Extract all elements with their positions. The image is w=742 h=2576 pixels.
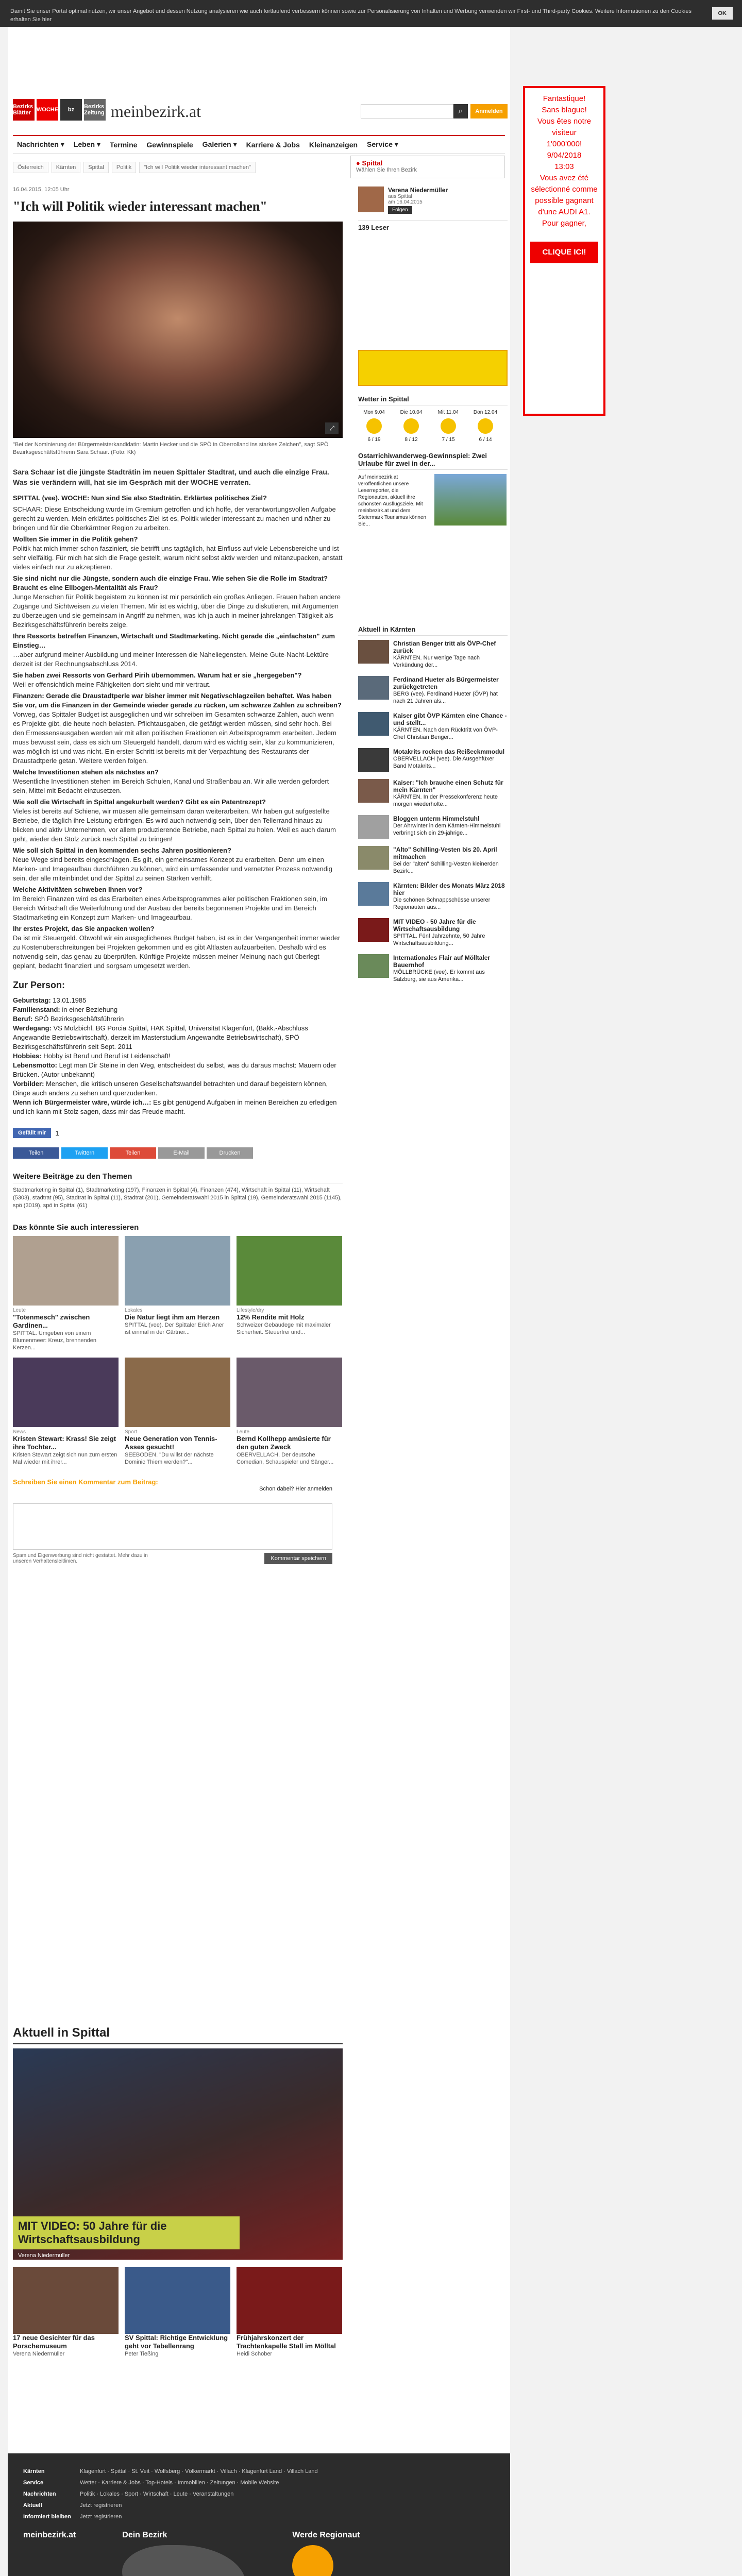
footer-row-label: Nachrichten <box>23 2491 56 2497</box>
news-text <box>393 846 508 875</box>
woche-logo[interactable]: WOCHE <box>37 99 58 121</box>
ad-line: Sans blague! <box>542 106 587 114</box>
news-item[interactable] <box>358 918 508 947</box>
card-text: OBERVELLACH. Der deutsche Comedian, Schauspieler und Sänger... <box>237 1452 334 1465</box>
person-value: Legt man Dir Steine in den Weg, entscheidest du selbst, was du daraus machst: Mauern oder Brücken. (Autor unbekannt) <box>13 1061 336 1078</box>
news-title[interactable]: "Alto" Schilling-Vesten bis 20. April mitmachen <box>393 846 497 860</box>
card-title[interactable]: 12% Rendite mit Holz <box>237 1313 305 1321</box>
weather-day <box>432 410 464 443</box>
interview-question: Wie soll sich Spittal in den kommenden sechs Jahren positionieren? <box>13 846 231 854</box>
like-count: 1 <box>55 1129 59 1137</box>
nav-item[interactable]: Kleinanzeigen <box>309 140 358 149</box>
interview-question: Wie soll die Wirtschaft in Spittal angekurbelt werden? Gibt es ein Patentrezept? <box>13 798 266 806</box>
interview-question: Ihr erstes Projekt, das Sie anpacken wollen? <box>13 925 155 933</box>
search-input[interactable] <box>361 104 453 118</box>
footer-row-links[interactable]: Jetzt registrieren <box>80 2514 122 2520</box>
news-snippet: BERG (vee). Ferdinand Hueter (ÖVP) hat nach 21 Jahren als... <box>393 691 498 704</box>
news-thumbnail[interactable] <box>358 712 389 736</box>
person-row <box>13 1061 343 1079</box>
nav-item[interactable]: Leben ▾ <box>73 140 100 148</box>
weather-days <box>358 410 508 443</box>
cookie-ok-button[interactable]: OK <box>712 7 733 20</box>
login-link[interactable]: Schon dabei? Hier anmelden <box>259 1486 332 1492</box>
weather-day <box>469 410 501 443</box>
like-button[interactable]: Gefällt mir <box>13 1128 51 1138</box>
footer-row-label: Service <box>23 2480 44 2486</box>
ad-text <box>530 93 598 229</box>
footer-col-title: Dein Bezirk <box>122 2531 167 2539</box>
crumb: "Ich will Politik wieder interessant machen" <box>139 162 256 173</box>
person-rows <box>13 996 343 1116</box>
news-item[interactable] <box>358 676 508 705</box>
news-snippet: KÄRNTEN. Nur wenige Tage nach Verkündung der... <box>393 655 480 668</box>
footer-links <box>8 2453 510 2535</box>
card-text: Schweizer Gebäudege mit maximaler Sicherheit. Steuerfrei und... <box>237 1322 331 1335</box>
card-category: Lifestyle/dry <box>237 1308 264 1313</box>
person-key: Beruf: <box>13 1015 33 1023</box>
article-paragraph <box>13 671 343 689</box>
nav-item[interactable]: Nachrichten ▾ <box>17 140 64 148</box>
kaernten-news-list <box>358 640 508 983</box>
ad-line: visiteur <box>552 128 577 137</box>
ad-line: Fantastique! <box>543 94 586 103</box>
card-author[interactable]: Peter Tießing <box>125 2351 159 2357</box>
interview-answer: SCHAAR: Diese Entscheidung wurde im Gremium getroffen und ich hoffe, der verantwortungsvollen Aufgabe gerecht zu werden. Mein erklärtes politisches Ziel ist es, Politik wieder interessant zu machen und näher zu bringen und für die Oberkärntner Region zu arbeiten. <box>13 505 336 532</box>
weather-day <box>358 410 390 443</box>
share-twitter-button[interactable]: Twittern <box>61 1147 108 1159</box>
crumb[interactable]: Kärnten <box>52 162 81 173</box>
news-title[interactable]: Ferdinand Hueter als Bürgermeister zurückgetreten <box>393 676 499 690</box>
weather-temp: 8 / 12 <box>404 437 418 443</box>
comment-note: Spam und Eigenwerbung sind nicht gestattet. Mehr dazu in unseren Verhaltensleitlinien. <box>13 1553 148 1564</box>
card-text: SPITTAL. Umgeben von einem Blumenmeer: Kreuz, brennenden Kerzen... <box>13 1330 97 1351</box>
kaernten-news <box>358 625 508 983</box>
weather-date: Don 12.04 <box>473 410 498 415</box>
ad-line: 13:03 <box>554 162 574 171</box>
news-title[interactable]: MIT VIDEO - 50 Jahre für die Wirtschaftsausbildung <box>393 918 476 933</box>
news-item[interactable] <box>358 748 508 772</box>
person-key: Werdegang: <box>13 1024 52 1032</box>
news-item[interactable] <box>358 815 508 839</box>
card-category: Lokales <box>125 1308 143 1313</box>
footer-row-links[interactable]: Politik · Lokales · Sport · Wirtschaft · Leute · Veranstaltungen <box>80 2491 234 2497</box>
card-image[interactable] <box>237 1236 342 1306</box>
breadcrumb <box>13 162 256 173</box>
news-thumbnail[interactable] <box>358 779 389 803</box>
interview-question: Sie sind nicht nur die Jüngste, sondern auch die einzige Frau. Wie sehen Sie die Rolle im Stadtrat? Braucht es eine Ellbogen-Mentalität als Frau? <box>13 574 328 591</box>
sun-icon <box>366 418 382 434</box>
comment-section <box>13 1478 343 1564</box>
card-category: News <box>13 1429 26 1435</box>
news-title[interactable]: Christian Benger tritt als ÖVP-Chef zurück <box>393 640 496 654</box>
article-paragraph <box>13 798 343 844</box>
article-paragraph <box>13 924 343 971</box>
news-thumbnail[interactable] <box>358 882 389 906</box>
ad-cta-button[interactable]: CLIQUE ICI! <box>530 242 598 263</box>
person-key: Geburtstag: <box>13 996 51 1004</box>
article-body <box>13 494 343 971</box>
ad-line: possible gagnant <box>535 196 594 205</box>
article-paragraph <box>13 885 343 922</box>
interview-answer: Vieles ist bereits auf Schiene, wir müssen alle gemeinsam daran weiterarbeiten. Wir haben gut aufgestellte Betriebe, die täglich ihre Leistung erbringen. Es wird auch notwendig sein, über den Tellerrand hinaus zu blicken und aktiv Unternehmen, vor allem produzierende Betriebe, nach Spittal zu holen. Weil es auch darum geht, wieder den Stolz zurück nach Spittal zu bringen! <box>13 807 336 843</box>
author-date: am 16.04.2015 <box>388 199 423 205</box>
interview-answer: Politik hat mich immer schon fasziniert, sie betrifft uns tagtäglich, hat Einfluss auf viele Lebensbereiche und ist sehr vielfältig. Für mich hat sich die Frage gestellt, warum nicht selbst aktiv werden und mitanzupacken, anstatt vieles einfach nur zu akzeptieren. <box>13 545 343 571</box>
person-key: Wenn ich Bürgermeister wäre, würde ich…: <box>13 1098 151 1106</box>
recommendation-card[interactable] <box>13 1358 119 1466</box>
feature-title[interactable]: MIT VIDEO: 50 Jahre für die Wirtschaftsausbildung <box>13 2216 240 2249</box>
card-category: Sport <box>125 1429 137 1435</box>
interview-answer: Wesentliche Investitionen stehen im Bereich Schulen, Kanal und Straßenbau an. Wir alle werden gefordert sein, Mittel mit Bedacht einzusetzen. <box>13 777 329 794</box>
news-thumbnail[interactable] <box>358 748 389 772</box>
popup-ad[interactable] <box>523 86 605 416</box>
nav-item[interactable]: Gewinnspiele <box>146 140 193 149</box>
sidebar <box>358 187 508 990</box>
person-value: 13.01.1985 <box>53 996 87 1004</box>
news-snippet: Bei der "alten" Schilling-Vesten kleinerden Bezirk... <box>393 861 499 874</box>
news-snippet: MÖLLBRÜCKE (vee). Er kommt aus Salzburg, sie aus Amerika... <box>393 969 485 982</box>
crumb[interactable]: Politik <box>112 162 136 173</box>
interview-answer: …aber aufgrund meiner Ausbildung und meiner Interessen die Naheliegensten. Meine Gute-Nacht-Lektüre derzeit ist der Rechnungsabschluss 2014. <box>13 651 329 668</box>
feature-author[interactable]: Verena Niedermüller <box>18 2252 70 2259</box>
footer-col-title: meinbezirk.at <box>23 2531 76 2539</box>
footer-row <box>23 2477 495 2488</box>
person-value: Es gibt genügend Aufgaben in meinen Bereichen zu erledigen und ich kann mit Stolz sagen, dass mir das Freude macht. <box>13 1098 337 1115</box>
footer-row-links[interactable]: Jetzt registrieren <box>80 2502 122 2509</box>
news-item[interactable] <box>358 954 508 983</box>
nav-item[interactable]: Galerien ▾ <box>202 140 237 148</box>
card-title[interactable]: Neue Generation von Tennis-Asses gesucht! <box>125 1435 217 1451</box>
news-title[interactable]: Kärnten: Bilder des Monats März 2018 hier <box>393 882 505 896</box>
article-paragraph <box>13 494 343 503</box>
local-news-card[interactable] <box>237 2267 342 2358</box>
local-news <box>13 2026 343 2358</box>
promo-title[interactable]: Ostarrichiwanderweg-Gewinnspiel: Zwei Urlaube für zwei in der... <box>358 452 508 470</box>
weather-temp: 7 / 15 <box>442 437 455 443</box>
promo-box[interactable] <box>358 452 508 528</box>
local-news-cards <box>13 2267 343 2358</box>
interview-question: Ihre Ressorts betreffen Finanzen, Wirtschaft und Stadtmarketing. Nicht gerade die „einfachsten" zum Einstieg… <box>13 632 335 649</box>
footer-row-label: Informiert bleiben <box>23 2514 71 2520</box>
news-item[interactable] <box>358 882 508 911</box>
news-item[interactable] <box>358 640 508 669</box>
nav-item[interactable]: Karriere & Jobs <box>246 140 300 149</box>
news-thumbnail[interactable] <box>358 918 389 942</box>
weather-date: Die 10.04 <box>400 410 423 415</box>
nav-item[interactable]: Termine <box>109 140 138 149</box>
bz-logo[interactable]: bz <box>60 99 82 121</box>
news-thumbnail[interactable] <box>358 815 389 839</box>
card-image[interactable] <box>13 1236 119 1306</box>
interview-question: Wollten Sie immer in die Politik gehen? <box>13 535 138 543</box>
card-author[interactable]: Verena Niedermüller <box>13 2351 65 2357</box>
bezirksblaetter-logo[interactable]: Bezirks Blätter <box>13 99 35 121</box>
person-value: VS Molzbichl, BG Porcia Spittal, HAK Spittal, Universität Klagenfurt, (Bakk.-Abschluss Angewandte Betriebswirtschaft), derzeit im Masterstudium Angewandte Betriebswirtschaft), SPÖ Bezirksgeschäftsführerin seit Sept. 2011 <box>13 1024 308 1050</box>
comment-textarea[interactable] <box>13 1503 332 1550</box>
weather-date: Mon 9.04 <box>363 410 385 415</box>
news-title[interactable]: Kaiser gibt ÖVP Kärnten eine Chance - und stellt... <box>393 712 507 726</box>
follow-button[interactable]: Folgen <box>388 206 412 214</box>
card-image[interactable] <box>13 2267 119 2334</box>
news-thumbnail[interactable] <box>358 954 389 978</box>
bezirkszeitung-logo[interactable]: Bezirks Zeitung <box>84 99 106 121</box>
news-text <box>393 779 508 808</box>
news-text <box>393 712 508 741</box>
news-item[interactable] <box>358 779 508 808</box>
recommendation-card[interactable] <box>13 1236 119 1351</box>
footer-col-title: Werde Regionaut <box>292 2531 360 2539</box>
ad-line: Vous êtes notre <box>537 117 592 126</box>
recommendation-card[interactable] <box>237 1236 342 1351</box>
news-text <box>393 918 508 947</box>
weather-day <box>395 410 427 443</box>
card-title[interactable]: Bernd Kollhepp amüsierte für den guten Zweck <box>237 1435 331 1451</box>
nav-item[interactable]: Service ▾ <box>367 140 398 148</box>
news-text <box>393 954 508 983</box>
footer-row <box>23 2511 495 2522</box>
promo-image[interactable] <box>434 474 507 526</box>
news-snippet: OBERVELLACH (vee). Die Ausgehfüxer Band Motakrits... <box>393 756 495 769</box>
author-where: aus Spittal <box>388 194 412 199</box>
news-title[interactable]: Bloggen unterm Himmelstuhl <box>393 815 480 822</box>
login-button[interactable]: Anmelden <box>470 104 508 118</box>
news-thumbnail[interactable] <box>358 640 389 664</box>
recommendation-card[interactable] <box>237 1358 342 1466</box>
person-key: Lebensmotto: <box>13 1061 57 1069</box>
promo-text: Auf meinbezirk.at veröffentlichen unsere Leserreporter, die Regionauten, aktuell ihre schönsten Ausflugsziele. Mit meinbezirk.at und dem Steiermark Tourismus können Sie... <box>358 474 427 527</box>
recommendations-grid <box>13 1236 343 1466</box>
page-content <box>8 27 598 2453</box>
local-news-card[interactable] <box>125 2267 230 2358</box>
interview-question: Welche Aktivitäten schweben Ihnen vor? <box>13 886 143 893</box>
cookie-banner <box>0 0 742 27</box>
person-row <box>13 1014 343 1024</box>
sun-icon <box>441 418 456 434</box>
footer-row <box>23 2488 495 2500</box>
article-lead: Sara Schaar ist die jüngste Stadträtin im neuen Spittaler Stadtrat, und auch die einzige Frau. Was sie verändern will, hat sie im Gespräch mit der WOCHE verraten. <box>13 468 329 486</box>
avatar[interactable] <box>358 187 384 212</box>
ad-line: Pour gagner, <box>542 219 586 228</box>
recommendations-heading: Das könnte Sie auch interessieren <box>13 1223 139 1232</box>
person-row <box>13 1079 343 1098</box>
austria-map[interactable] <box>122 2545 246 2576</box>
crumb[interactable]: Österreich <box>13 162 48 173</box>
local-news-feature[interactable] <box>13 2048 343 2260</box>
card-text: SEEBODEN. "Du willst der nächste Dominic Thiem werden?"... <box>125 1452 214 1465</box>
interview-answer: Weil er offensichtlich meine Fähigkeiten dort sieht und mir vertraut. <box>13 681 211 688</box>
article-paragraph <box>13 768 343 795</box>
article-paragraph <box>13 574 343 630</box>
card-title[interactable]: Frühjahrskonzert der Trachtenkapelle Stall im Mölltal <box>237 2334 336 2350</box>
card-title[interactable]: "Totenmesch" zwischen Gardinen... <box>13 1313 90 1329</box>
news-text <box>393 748 508 772</box>
share-bar <box>13 1147 343 1159</box>
weather-widget <box>358 395 508 443</box>
comment-heading: Schreiben Sie einen Kommentar zum Beitrag: <box>13 1478 158 1486</box>
readers-count: 139 Leser <box>358 220 508 231</box>
card-image[interactable] <box>13 1358 119 1427</box>
footer-row-label: Aktuell <box>23 2502 42 2509</box>
person-value: Hobby ist Beruf und Beruf ist Leidenschaft! <box>43 1052 171 1060</box>
news-thumbnail[interactable] <box>358 846 389 870</box>
card-category: Leute <box>13 1308 26 1313</box>
topic-tags[interactable]: Stadtmarketing in Spittal (1), Stadtmarketing (197), Finanzen in Spittal (4), Finanzen (474), Wirtschaft in Spittal (11), Wirtschaft (5303), stadtrat (95), Stadtrat in Spittal (11), Stadtrat (201), Gemeinderatswahl 2015 in Spittal (19), Gemeinderatswahl 2015 (1145), spö (3019), spö in Spittal (61) <box>13 1187 342 1209</box>
news-text <box>393 676 508 705</box>
expand-icon[interactable]: ⤢ <box>325 422 339 434</box>
card-text: Kristen Stewart zeigt sich nun zum ersten Mal wieder mit ihrer... <box>13 1452 117 1465</box>
interview-question: Finanzen: Gerade die Draustadtperle war bisher immer mit Negativschlagzeilen behaftet. Was haben Sie vor, um die Finanzen in der Gemeinde wieder gerade zu rücken, um schwarze Zahlen zu schreiben? <box>13 692 342 709</box>
brand-title[interactable]: meinbezirk.at <box>111 102 201 121</box>
sun-icon <box>478 418 493 434</box>
more-topics <box>13 1172 343 1210</box>
footer-row <box>23 2466 495 2477</box>
ad-line: 1'000'000! <box>546 140 582 148</box>
local-news-heading: Aktuell in Spittal <box>13 2026 343 2044</box>
news-title[interactable]: Motakrits rocken das Reißeckmmodul <box>393 748 505 755</box>
person-row <box>13 1052 343 1061</box>
local-news-card[interactable] <box>13 2267 119 2358</box>
ad-line: Vous avez été <box>539 174 589 182</box>
person-value: SPÖ Bezirksgeschäftsführerin <box>34 1015 124 1023</box>
share-email-button[interactable]: E-Mail <box>158 1147 205 1159</box>
person-value: in einer Beziehung <box>62 1006 118 1013</box>
share-facebook-button[interactable]: Teilen <box>13 1147 59 1159</box>
interview-answer: Junge Menschen für Politik begeistern zu können ist mir persönlich ein großes Anliegen. Frauen haben andere Zugänge und Sichtweisen zu vielen Themen. Mir ist es wichtig, über die Dinge zu diskutieren, mit Argumenten zu überzeugen und sie gemeinsam in Angriff zu nehmen, was ich ja auch in meiner jahrelangen Tätigkeit als Bezirksgeschäftsführerin bereits zeige. <box>13 593 341 629</box>
news-text <box>393 815 508 839</box>
news-snippet: SPITTAL. Fünf Jahrzehnte, 50 Jahre Wirtschaftsausbildung... <box>393 933 485 946</box>
news-item[interactable] <box>358 846 508 875</box>
card-image[interactable] <box>237 2267 342 2334</box>
author-box <box>358 187 508 214</box>
recommendations <box>13 1223 343 1466</box>
news-snippet: KÄRNTEN. Nach dem Rücktritt von ÖVP-Chef Christian Benger... <box>393 727 498 740</box>
person-row <box>13 996 343 1005</box>
cookie-text: Damit Sie unser Portal optimal nutzen, wir unser Angebot und dessen Nutzung analysieren wie auch fortlaufend verbessern können sowie zur Personalisierung von Inhalten und Werbung verwenden wir First- und Third-party Cookies. Weitere Informationen zu den Cookies erhalten Sie hier <box>10 8 692 23</box>
hero-image[interactable] <box>13 222 343 438</box>
article-paragraph <box>13 505 343 533</box>
location-selector[interactable] <box>350 156 505 178</box>
news-text <box>393 882 508 911</box>
crumb[interactable]: Spittal <box>83 162 109 173</box>
person-key: Familienstand: <box>13 1006 60 1013</box>
interview-question: Sie haben zwei Ressorts von Gerhard Pirih übernommen. Warum hat er sie „hergegeben"? <box>13 671 302 679</box>
weather-title: Wetter in Spittal <box>358 395 508 405</box>
interview-question: SPITTAL (vee). WOCHE: Nun sind Sie also Stadträtin. Erklärtes politisches Ziel? <box>13 494 267 502</box>
sidebar-ad-banner[interactable] <box>358 350 508 386</box>
news-text <box>393 640 508 669</box>
card-title[interactable]: Kristen Stewart: Krass! Sie zeigt ihre Tochter... <box>13 1435 116 1451</box>
card-title[interactable]: SV Spittal: Richtige Entwicklung geht vor Tabellenrang <box>125 2334 228 2350</box>
weather-date: Mit 11.04 <box>437 410 459 415</box>
ad-line: sélectionné comme <box>531 185 598 194</box>
weather-temp: 6 / 19 <box>367 437 381 443</box>
weather-temp: 6 / 14 <box>479 437 492 443</box>
ad-line: d'une AUDI A1. <box>538 208 591 216</box>
comment-submit-button[interactable]: Kommentar speichern <box>264 1553 332 1564</box>
person-value: Menschen, die kritisch unseren Gesellschaftswandel betrachten und darauf begeistern können, Dinge auch anders zu sehen und querzudenken. <box>13 1080 328 1097</box>
image-caption: "Bei der Nominierung der Bürgermeisterkandidatin: Martin Hecker und die SPÖ in Oberrolland ins starkes Zeichen", sagt SPÖ Bezirksgeschäftsführerin Sara Schaar. (Foto: Kk) <box>13 442 329 455</box>
card-title[interactable]: Die Natur liegt ihm am Herzen <box>125 1313 220 1321</box>
news-snippet: Die schönen Schnappschüsse unserer Regionauten aus... <box>393 897 491 910</box>
more-heading: Weitere Beiträge zu den Themen <box>13 1172 343 1183</box>
site-footer <box>8 2453 510 2576</box>
card-image[interactable] <box>125 1236 230 1306</box>
person-key: Hobbies: <box>13 1052 42 1060</box>
footer-row-links[interactable]: Wetter · Karriere & Jobs · Top-Hotels · Immobilien · Zeitungen · Mobile Website <box>80 2480 279 2486</box>
share-google-button[interactable]: Teilen <box>110 1147 156 1159</box>
footer-columns <box>23 2531 360 2576</box>
person-row <box>13 1098 343 1116</box>
card-author[interactable]: Heidi Schober <box>237 2351 273 2357</box>
location-sub: Wählen Sie Ihren Bezirk <box>356 167 417 173</box>
article <box>13 187 343 1564</box>
news-title[interactable]: Kaiser: "Ich brauche einen Schutz für mein Kärnten" <box>393 779 503 793</box>
like-bar <box>13 1128 343 1138</box>
person-heading: Zur Person: <box>13 980 65 990</box>
article-date: 16.04.2015, 12:05 Uhr <box>13 187 70 193</box>
interview-question: Welche Investitionen stehen als nächstes an? <box>13 768 159 776</box>
search-icon[interactable]: ⌕ <box>453 104 468 118</box>
card-title[interactable]: 17 neue Gesichter für das Porschemuseum <box>13 2334 95 2350</box>
footer-row-links[interactable]: Klagenfurt · Spittal · St. Veit · Wolfsberg · Völkermarkt · Villach · Klagenfurt Land · Villach Land <box>80 2468 318 2475</box>
news-snippet: Der Ahrwinter in dem Kärnten-Himmelstuhl verbringt sich ein 29-jährige... <box>393 823 501 836</box>
ad-line: 9/04/2018 <box>547 151 582 160</box>
person-key: Vorbilder: <box>13 1080 44 1088</box>
kaernten-news-title: Aktuell in Kärnten <box>358 625 508 636</box>
interview-answer: Im Bereich Finanzen wird es das Erarbeiten eines Arbeitsprogrammes aller politischen Fraktionen sein, im Bereich Wirtschaft die Weiterführung und der Ausbau der bereits begonnenen Projekte und im Bereich Stadtmarketing ein Konzept zum Marken- und Imageaufbau. <box>13 895 327 921</box>
article-paragraph <box>13 691 343 766</box>
card-image[interactable] <box>125 2267 230 2334</box>
news-title[interactable]: Internationales Flair auf Mölltaler Bauernhof <box>393 954 491 969</box>
person-box <box>13 980 343 1116</box>
interview-answer: Da ist mir Steuergeld. Obwohl wir ein ausgeglichenes Budget haben, ist es in der Vergangenheit immer wieder zu Kostenüberschreitungen bei Projekten gekommen und es gibt Altlasten aufzuarbeiten. Deshalb wird es notwendig sein, das genau zu überprüfen. Künftige Projekte müssen meiner Meinung nach gut überlegt geplant, bedacht finanziert und sorgsam umgesetzt werden. <box>13 934 341 970</box>
regionaut-icon <box>292 2545 333 2576</box>
article-paragraph <box>13 632 343 669</box>
footer-row <box>23 2500 495 2511</box>
print-button[interactable]: Drucken <box>207 1147 253 1159</box>
news-item[interactable] <box>358 712 508 741</box>
card-text: SPITTAL (vee). Der Spittaler Erich Aner ist einmal in der Gärtner... <box>125 1322 224 1335</box>
article-title: "Ich will Politik wieder interessant machen" <box>13 199 267 214</box>
card-image[interactable] <box>237 1358 342 1427</box>
card-image[interactable] <box>125 1358 230 1427</box>
location-title: ● Spittal <box>356 159 383 167</box>
recommendation-card[interactable] <box>125 1236 230 1351</box>
card-category: Leute <box>237 1429 250 1435</box>
news-snippet: KÄRNTEN. In der Pressekonferenz heute morgen wiederholte... <box>393 794 498 807</box>
main-nav <box>13 135 505 154</box>
footer-row-label: Kärnten <box>23 2468 45 2475</box>
interview-answer: Neue Wege sind bereits eingeschlagen. Es gilt, ein gemeinsames Konzept zu erarbeiten. Denn um einen Marken- und Imageaufbau durchführen zu können, wird ein umfassender und vernetzter Prozess notwendig sein, der alle miteinbindet und der Spittal zu seinen Stärken verhilft. <box>13 856 333 882</box>
logos <box>13 99 106 121</box>
news-thumbnail[interactable] <box>358 676 389 700</box>
interview-answer: Vorweg, das Spittaler Budget ist ausgeglichen und wir schreiben im Gesamten schwarze Zahlen, auch wenn es Projekte gibt, die heute noch belasten. Pflichtausgaben, die getätigt werden müssen, sind sehr hoch. Bei den Ermessensausgaben werden wir mit allen politischen Fraktionen ein Arbeitsprogramm erarbeiten. Jedem muss bewusst sein, dass es sich um Steuergeld handelt, darum wird es wichtig sein, klar zu kommunizieren, was möglich ist und was nicht. Ein erster Schritt ist bereits mit der Verpachtung des Restaurants der Draustadtperle getan. Weitere werden folgen. <box>13 710 336 765</box>
article-paragraph <box>13 846 343 883</box>
author-name[interactable]: Verena Niedermüller <box>388 187 448 194</box>
recommendation-card[interactable] <box>125 1358 230 1466</box>
site-header <box>8 27 510 135</box>
article-paragraph <box>13 535 343 572</box>
sun-icon <box>403 418 419 434</box>
person-row <box>13 1024 343 1052</box>
person-row <box>13 1005 343 1014</box>
